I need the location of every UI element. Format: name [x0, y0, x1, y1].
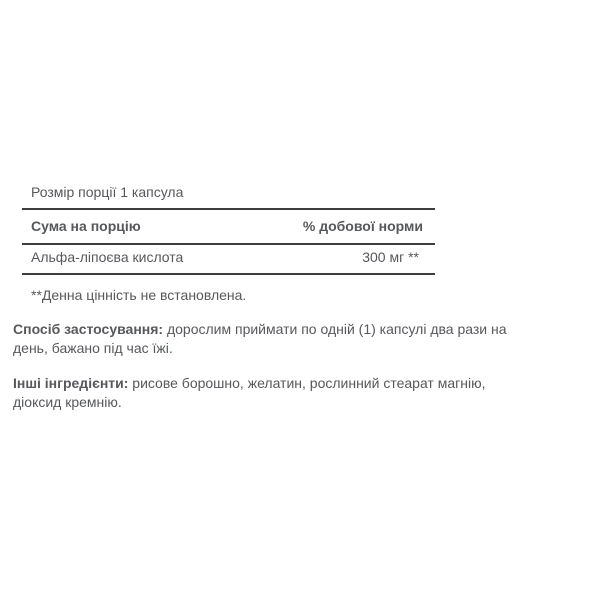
ingredient-amount: 300 мг **	[362, 249, 419, 265]
directions-paragraph	[13, 320, 533, 358]
footnote-text: **Денна цінність не встановлена.	[31, 287, 247, 303]
other-ingredients-label: Інші інгредієнти:	[13, 375, 129, 391]
other-ingredients-paragraph	[13, 374, 533, 412]
table-header-row	[22, 208, 435, 245]
column-header-daily-value: % добової норми	[302, 218, 423, 234]
directions-label: Спосіб застосування:	[13, 321, 164, 337]
table-row	[22, 245, 435, 275]
supplement-facts-table	[22, 183, 435, 302]
other-ingredients-text: рисове борошно, желатин, рослинний стеарат магнію, діоксид кремнію.	[13, 375, 486, 410]
column-header-amount: Сума на порцію	[31, 218, 141, 234]
ingredient-name: Альфа-ліпоєва кислота	[31, 249, 184, 265]
directions-text: дорослим приймати по одній (1) капсулі два рази на день, бажано під час їжі.	[13, 321, 507, 356]
serving-size-text: Розмір порції 1 капсула	[31, 184, 184, 200]
